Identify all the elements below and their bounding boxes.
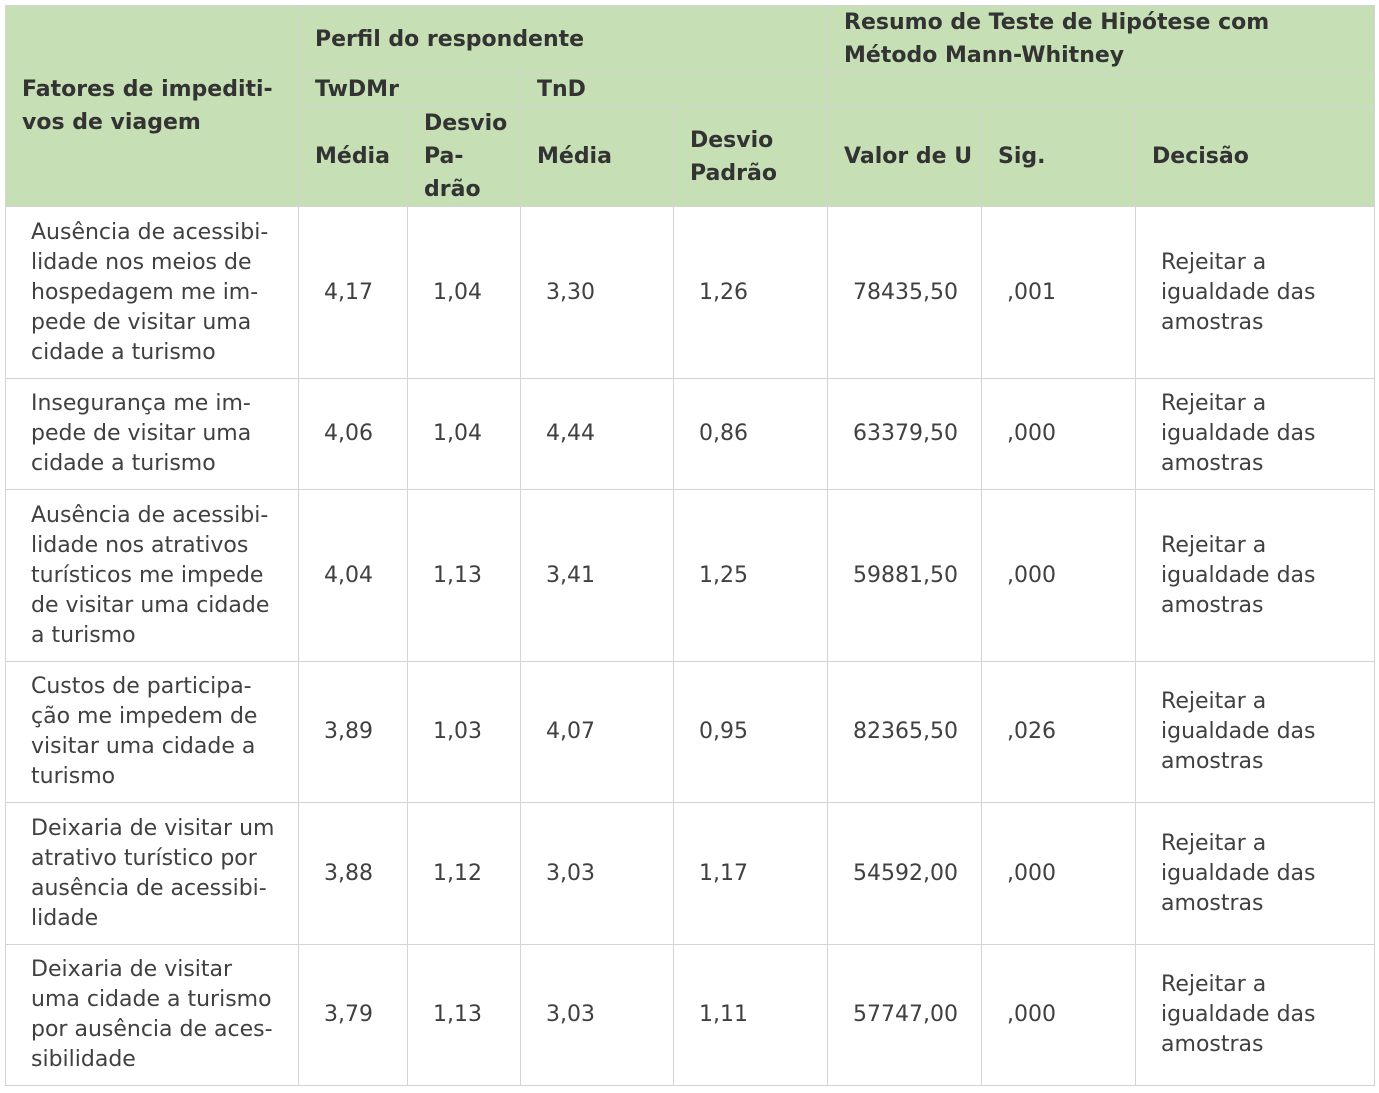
- header-group-tnd: TnD: [521, 73, 828, 107]
- media-tnd-cell: 4,07: [521, 662, 674, 803]
- desvio-twdmr-cell: 1,12: [408, 803, 521, 945]
- valor-u-cell: 82365,50: [828, 662, 982, 803]
- factor-cell: Deixaria de visitar um atrativo turístico por ausência de acessibi-lidade: [6, 803, 299, 945]
- factor-cell: Custos de participa-ção me impedem de visitar uma cidade a turismo: [6, 662, 299, 803]
- media-twdmr-cell: 3,89: [299, 662, 408, 803]
- desvio-tnd-cell: 1,26: [674, 207, 828, 379]
- header-valor-u: Valor de U: [828, 107, 982, 207]
- media-tnd-cell: 3,30: [521, 207, 674, 379]
- sig-cell: ,000: [982, 490, 1136, 662]
- factor-cell: Insegurança me im-pede de visitar uma cidade a turismo: [6, 379, 299, 490]
- table-header: [6, 6, 1375, 207]
- header-group-twdmr: TwDMr: [299, 73, 521, 107]
- table-row: [6, 490, 1375, 662]
- header-summary: Resumo de Teste de Hipótese com Método Mann-Whitney: [828, 6, 1375, 73]
- desvio-tnd-cell: 1,25: [674, 490, 828, 662]
- factor-cell: Ausência de acessibi-lidade nos meios de hospedagem me im-pede de visitar uma cidade a turismo: [6, 207, 299, 379]
- sig-cell: ,026: [982, 662, 1136, 803]
- decision-cell: Rejeitar a igualdade das amostras: [1136, 803, 1375, 945]
- header-desvio-twdmr: Desvio Pa-drão: [408, 107, 521, 207]
- media-twdmr-cell: 4,17: [299, 207, 408, 379]
- results-table: [5, 5, 1375, 1086]
- desvio-tnd-cell: 1,11: [674, 945, 828, 1086]
- sig-cell: ,000: [982, 945, 1136, 1086]
- desvio-twdmr-cell: 1,04: [408, 379, 521, 490]
- factor-cell: Deixaria de visitar uma cidade a turismo por ausência de aces-sibilidade: [6, 945, 299, 1086]
- table-row: [6, 207, 1375, 379]
- header-media-tnd: Média: [521, 107, 674, 207]
- table-row: [6, 379, 1375, 490]
- sig-cell: ,000: [982, 379, 1136, 490]
- header-factors: Fatores de impediti-vos de viagem: [6, 6, 299, 207]
- table-row: [6, 662, 1375, 803]
- media-tnd-cell: 3,41: [521, 490, 674, 662]
- header-summary-spacer: [828, 73, 1375, 107]
- header-profile: Perfil do respondente: [299, 6, 828, 73]
- valor-u-cell: 78435,50: [828, 207, 982, 379]
- header-decisao: Decisão: [1136, 107, 1375, 207]
- factor-cell: Ausência de acessibi-lidade nos atrativos turísticos me impede de visitar uma cidade a turismo: [6, 490, 299, 662]
- media-tnd-cell: 4,44: [521, 379, 674, 490]
- decision-cell: Rejeitar a igualdade das amostras: [1136, 207, 1375, 379]
- desvio-tnd-cell: 0,95: [674, 662, 828, 803]
- decision-cell: Rejeitar a igualdade das amostras: [1136, 490, 1375, 662]
- valor-u-cell: 54592,00: [828, 803, 982, 945]
- decision-cell: Rejeitar a igualdade das amostras: [1136, 945, 1375, 1086]
- media-twdmr-cell: 3,88: [299, 803, 408, 945]
- table-row: [6, 945, 1375, 1086]
- desvio-twdmr-cell: 1,04: [408, 207, 521, 379]
- media-tnd-cell: 3,03: [521, 803, 674, 945]
- desvio-twdmr-cell: 1,13: [408, 945, 521, 1086]
- valor-u-cell: 57747,00: [828, 945, 982, 1086]
- header-sig: Sig.: [982, 107, 1136, 207]
- desvio-tnd-cell: 1,17: [674, 803, 828, 945]
- decision-cell: Rejeitar a igualdade das amostras: [1136, 662, 1375, 803]
- desvio-twdmr-cell: 1,03: [408, 662, 521, 803]
- valor-u-cell: 59881,50: [828, 490, 982, 662]
- header-media-twdmr: Média: [299, 107, 408, 207]
- table-row: [6, 803, 1375, 945]
- header-desvio-tnd: Desvio Padrão: [674, 107, 828, 207]
- sig-cell: ,000: [982, 803, 1136, 945]
- valor-u-cell: 63379,50: [828, 379, 982, 490]
- media-twdmr-cell: 4,06: [299, 379, 408, 490]
- table-body: [6, 207, 1375, 1086]
- media-twdmr-cell: 3,79: [299, 945, 408, 1086]
- media-tnd-cell: 3,03: [521, 945, 674, 1086]
- media-twdmr-cell: 4,04: [299, 490, 408, 662]
- decision-cell: Rejeitar a igualdade das amostras: [1136, 379, 1375, 490]
- desvio-twdmr-cell: 1,13: [408, 490, 521, 662]
- sig-cell: ,001: [982, 207, 1136, 379]
- desvio-tnd-cell: 0,86: [674, 379, 828, 490]
